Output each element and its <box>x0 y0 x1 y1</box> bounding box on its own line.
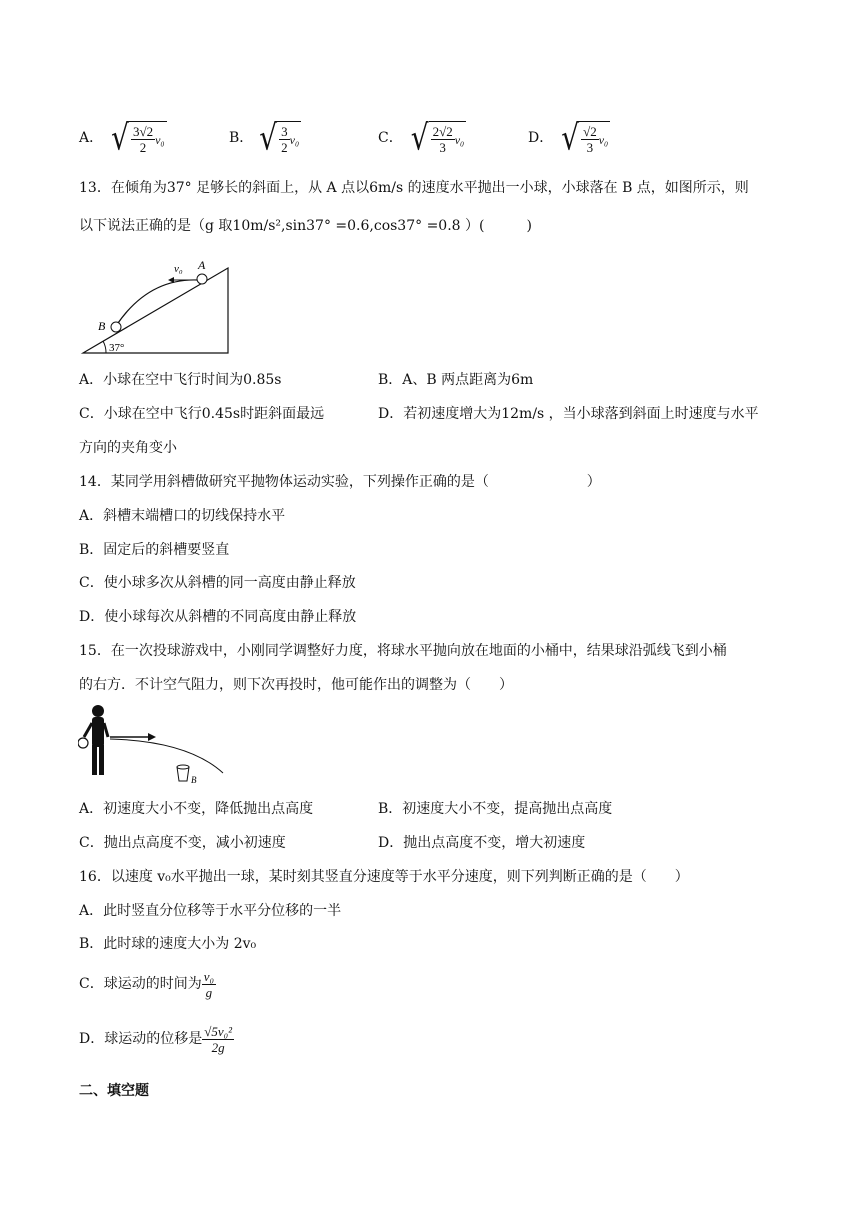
q14-option-a: A．斜槽末端槽口的切线保持水平 <box>79 508 286 524</box>
q12-option-b-label: B． <box>229 130 254 146</box>
q12-option-d-formula: √ $\frac{√2}{3}$ v₀ <box>561 116 609 158</box>
q12-option-d <box>528 116 610 158</box>
section-fill-in-heading: 二、填空题 <box>79 1083 149 1099</box>
q15-stem-line1: 15．在一次投球游戏中，小刚同学调整好力度，将球水平抛向放在地面的小桶中，结果球沿弧线飞到小桶 <box>79 643 727 659</box>
q13-option-b: B．A、B 两点距离为6m <box>378 372 534 388</box>
q16-option-c <box>79 964 216 1004</box>
q16-option-a: A．此时竖直分位移等于水平分位移的一半 <box>79 903 342 919</box>
q16-option-c-fraction: $\frac{\text{v₀}}{g}$ <box>203 968 215 1000</box>
q14-option-c: C．使小球多次从斜槽的同一高度由静止释放 <box>79 575 356 591</box>
q15-option-d: D．抛出点高度不变，增大初速度 <box>378 835 586 851</box>
q16-option-d-fraction: $\frac{\text{√5v₀²}}{2g}$ <box>204 1023 233 1055</box>
q15-option-a: A．初速度大小不变，降低抛出点高度 <box>79 801 314 817</box>
q14-option-d: D．使小球每次从斜槽的不同高度由静止释放 <box>79 609 357 625</box>
q12-option-d-label: D． <box>528 130 554 146</box>
q12-option-a-formula: √ $\frac{3√2}{2}$ v₀ <box>111 116 165 158</box>
q12-option-a-label: A． <box>79 130 104 146</box>
q13-incline-figure <box>78 258 238 358</box>
q15-option-c: C．抛出点高度不变，减小初速度 <box>79 835 286 851</box>
q14-stem: 14．某同学用斜槽做研究平抛物体运动实验，下列操作正确的是（ ） <box>79 474 601 490</box>
q15-throw-figure <box>78 703 238 789</box>
q13-stem-line1: 13．在倾角为37° 足够长的斜面上，从 A 点以6m/s 的速度水平抛出一小球，小球落在 B 点，如图所示，则 <box>79 180 749 196</box>
q15-option-b: B．初速度大小不变，提高抛出点高度 <box>378 801 613 817</box>
q12-option-b-formula: √ $\frac{3}{2}$ v₀ <box>259 116 300 158</box>
q13-option-a: A．小球在空中飞行时间为0.85s <box>79 372 282 388</box>
q15-fig-b: B <box>191 775 197 785</box>
q13-fig-angle: 37° <box>109 342 125 354</box>
q16-option-b: B．此时球的速度大小为 2v₀ <box>79 936 257 952</box>
q12-option-a <box>79 116 167 158</box>
q16-stem: 16．以速度 v₀水平抛出一球，某时刻其竖直分速度等于水平分速度，则下列判断正确的是（ ） <box>79 869 689 885</box>
q13-fig-v0: v₀ <box>174 263 183 275</box>
q13-fig-b: B <box>98 319 106 333</box>
q16-option-d-label: D．球运动的位移是 <box>79 1031 203 1047</box>
q16-option-d <box>79 1018 234 1060</box>
q13-option-c: C．小球在空中飞行0.45s时距斜面最远 <box>79 406 325 422</box>
q16-option-c-label: C．球运动的时间为 <box>79 976 202 992</box>
q15-stem-line2: 的右方．不计空气阻力，则下次再投时，他可能作出的调整为（ ） <box>79 677 513 693</box>
q12-option-c-label: C． <box>378 130 403 146</box>
q12-option-c-formula: √ $\frac{2√2}{3}$ v₀ <box>410 116 465 158</box>
q12-option-b <box>229 116 301 158</box>
q13-stem-line2: 以下说法正确的是（g 取10m/s²,sin37° =0.6,cos37° =0.8 ）( ) <box>79 218 532 234</box>
q12-option-c <box>378 116 466 158</box>
q13-fig-a: A <box>198 258 206 272</box>
q14-option-b: B．固定后的斜槽要竖直 <box>79 542 230 558</box>
q13-option-d-line2: 方向的夹角变小 <box>79 440 177 456</box>
q13-option-d-line1: D．若初速度增大为12m/s ，当小球落到斜面上时速度与水平 <box>378 406 759 422</box>
